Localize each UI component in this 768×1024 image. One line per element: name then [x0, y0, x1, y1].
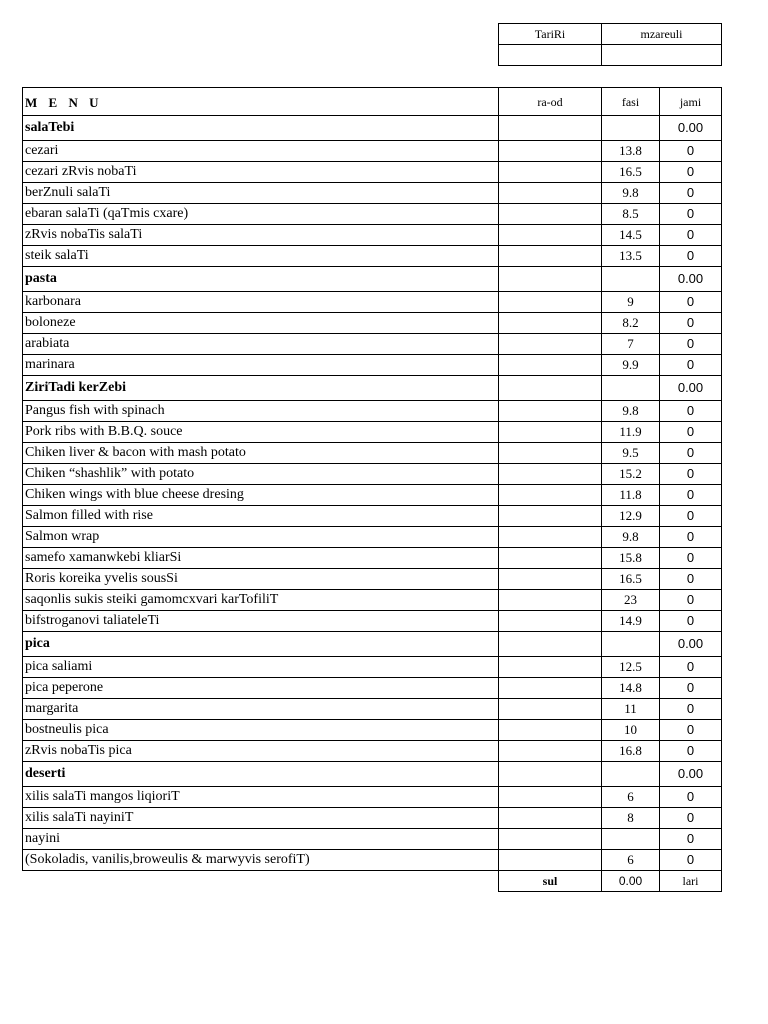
item-price: 6 [602, 850, 660, 871]
item-total: 0 [660, 657, 722, 678]
item-total: 0 [660, 313, 722, 334]
item-total: 0 [660, 464, 722, 485]
item-total: 0 [660, 225, 722, 246]
section-qty-cell [499, 267, 602, 292]
item-total: 0 [660, 204, 722, 225]
menu-item-row [23, 183, 722, 204]
menu-item-row [23, 355, 722, 376]
item-price: 9.8 [602, 401, 660, 422]
item-quantity-field[interactable] [499, 443, 602, 464]
item-quantity-field[interactable] [499, 485, 602, 506]
qty-column-header: ra-od [499, 88, 602, 116]
item-name: berZnuli salaTi [23, 183, 499, 204]
section-price-cell [602, 632, 660, 657]
menu-item-row [23, 292, 722, 313]
section-price-cell [602, 762, 660, 787]
section-row [23, 632, 722, 657]
item-price: 8.2 [602, 313, 660, 334]
item-price: 16.5 [602, 162, 660, 183]
item-price: 8 [602, 808, 660, 829]
item-name: arabiata [23, 334, 499, 355]
item-quantity-field[interactable] [499, 334, 602, 355]
grand-total-row [23, 871, 722, 892]
item-quantity-field[interactable] [499, 204, 602, 225]
item-quantity-field[interactable] [499, 808, 602, 829]
menu-item-row [23, 485, 722, 506]
item-name: Chiken liver & bacon with mash potato [23, 443, 499, 464]
item-total: 0 [660, 246, 722, 267]
section-title: pica [23, 632, 499, 657]
item-name: Chiken “shashlik” with potato [23, 464, 499, 485]
item-price [602, 829, 660, 850]
item-quantity-field[interactable] [499, 313, 602, 334]
item-name: Roris koreika yvelis sousSi [23, 569, 499, 590]
menu-item-row [23, 611, 722, 632]
item-name: xilis salaTi nayiniT [23, 808, 499, 829]
menu-item-row [23, 657, 722, 678]
grand-total-label: sul [499, 871, 602, 892]
item-price: 7 [602, 334, 660, 355]
item-total: 0 [660, 422, 722, 443]
menu-item-row [23, 808, 722, 829]
item-quantity-field[interactable] [499, 464, 602, 485]
item-total: 0 [660, 485, 722, 506]
item-price: 13.5 [602, 246, 660, 267]
item-price: 14.9 [602, 611, 660, 632]
item-name: pica saliami [23, 657, 499, 678]
item-quantity-field[interactable] [499, 401, 602, 422]
item-total: 0 [660, 292, 722, 313]
menu-item-row [23, 141, 722, 162]
item-total: 0 [660, 787, 722, 808]
section-qty-cell [499, 376, 602, 401]
item-quantity-field[interactable] [499, 850, 602, 871]
menu-item-row [23, 590, 722, 611]
item-quantity-field[interactable] [499, 292, 602, 313]
menu-item-row [23, 246, 722, 267]
item-total: 0 [660, 401, 722, 422]
section-row [23, 267, 722, 292]
item-total: 0 [660, 162, 722, 183]
item-total: 0 [660, 611, 722, 632]
section-price-cell [602, 116, 660, 141]
item-name: Chiken wings with blue cheese dresing [23, 485, 499, 506]
item-price: 9.8 [602, 527, 660, 548]
item-quantity-field[interactable] [499, 829, 602, 850]
item-total: 0 [660, 829, 722, 850]
section-qty-cell [499, 632, 602, 657]
section-total: 0.00 [660, 267, 722, 292]
item-quantity-field[interactable] [499, 678, 602, 699]
item-total: 0 [660, 741, 722, 762]
item-name: xilis salaTi mangos liqioriT [23, 787, 499, 808]
menu-item-row [23, 741, 722, 762]
menu-item-row [23, 699, 722, 720]
item-total: 0 [660, 699, 722, 720]
menu-item-row [23, 313, 722, 334]
section-total: 0.00 [660, 116, 722, 141]
item-total: 0 [660, 678, 722, 699]
menu-item-row [23, 401, 722, 422]
menu-item-row [23, 548, 722, 569]
item-price: 8.5 [602, 204, 660, 225]
item-total: 0 [660, 506, 722, 527]
item-quantity-field[interactable] [499, 611, 602, 632]
total-column-header: jami [660, 88, 722, 116]
item-price: 12.5 [602, 657, 660, 678]
item-price: 9.8 [602, 183, 660, 204]
item-name: Pangus fish with spinach [23, 401, 499, 422]
item-price: 16.8 [602, 741, 660, 762]
item-quantity-field[interactable] [499, 569, 602, 590]
date-field[interactable] [499, 45, 602, 66]
item-price: 15.8 [602, 548, 660, 569]
section-total: 0.00 [660, 376, 722, 401]
item-quantity-field[interactable] [499, 590, 602, 611]
menu-item-row [23, 678, 722, 699]
section-row [23, 376, 722, 401]
currency-label: lari [660, 871, 722, 892]
item-price: 9.9 [602, 355, 660, 376]
menu-title: M E N U [23, 88, 499, 116]
section-row [23, 116, 722, 141]
item-name: margarita [23, 699, 499, 720]
item-name: boloneze [23, 313, 499, 334]
item-total: 0 [660, 720, 722, 741]
item-total: 0 [660, 808, 722, 829]
section-total: 0.00 [660, 632, 722, 657]
section-title: pasta [23, 267, 499, 292]
item-name: bifstroganovi taliateleTi [23, 611, 499, 632]
menu-item-row [23, 787, 722, 808]
item-price: 23 [602, 590, 660, 611]
item-name: steik salaTi [23, 246, 499, 267]
chef-field[interactable] [602, 45, 722, 66]
section-price-cell [602, 267, 660, 292]
item-quantity-field[interactable] [499, 355, 602, 376]
item-quantity-field[interactable] [499, 225, 602, 246]
item-quantity-field[interactable] [499, 422, 602, 443]
item-quantity-field[interactable] [499, 720, 602, 741]
menu-item-row [23, 422, 722, 443]
item-name: (Sokoladis, vanilis,broweulis & marwyvis serofiT) [23, 850, 499, 871]
item-price: 12.9 [602, 506, 660, 527]
item-quantity-field[interactable] [499, 787, 602, 808]
item-total: 0 [660, 548, 722, 569]
item-price: 14.8 [602, 678, 660, 699]
date-label: TariRi [499, 24, 602, 45]
item-name: nayini [23, 829, 499, 850]
section-total: 0.00 [660, 762, 722, 787]
item-quantity-field[interactable] [499, 506, 602, 527]
price-column-header: fasi [602, 88, 660, 116]
section-title: salaTebi [23, 116, 499, 141]
item-name: Salmon filled with rise [23, 506, 499, 527]
item-total: 0 [660, 334, 722, 355]
item-price: 13.8 [602, 141, 660, 162]
grand-total-value: 0.00 [602, 871, 660, 892]
item-name: Salmon wrap [23, 527, 499, 548]
menu-item-row [23, 162, 722, 183]
item-quantity-field[interactable] [499, 141, 602, 162]
section-title: ZiriTadi kerZebi [23, 376, 499, 401]
item-name: bostneulis pica [23, 720, 499, 741]
item-name: cezari [23, 141, 499, 162]
item-quantity-field[interactable] [499, 246, 602, 267]
item-price: 11.9 [602, 422, 660, 443]
section-price-cell [602, 376, 660, 401]
item-total: 0 [660, 355, 722, 376]
item-price: 10 [602, 720, 660, 741]
item-price: 11.8 [602, 485, 660, 506]
item-quantity-field[interactable] [499, 162, 602, 183]
item-total: 0 [660, 850, 722, 871]
item-price: 11 [602, 699, 660, 720]
item-total: 0 [660, 569, 722, 590]
menu-header-row [23, 88, 722, 116]
item-name: karbonara [23, 292, 499, 313]
item-total: 0 [660, 141, 722, 162]
section-qty-cell [499, 762, 602, 787]
item-name: Pork ribs with B.B.Q. souce [23, 422, 499, 443]
section-row [23, 762, 722, 787]
item-name: samefo xamanwkebi kliarSi [23, 548, 499, 569]
item-quantity-field[interactable] [499, 741, 602, 762]
item-quantity-field[interactable] [499, 527, 602, 548]
menu-item-row [23, 569, 722, 590]
menu-item-row [23, 443, 722, 464]
menu-item-row [23, 204, 722, 225]
item-price: 9 [602, 292, 660, 313]
item-quantity-field[interactable] [499, 183, 602, 204]
chef-label: mzareuli [602, 24, 722, 45]
menu-item-row [23, 225, 722, 246]
item-name: pica peperone [23, 678, 499, 699]
menu-item-row [23, 506, 722, 527]
item-quantity-field[interactable] [499, 548, 602, 569]
item-price: 14.5 [602, 225, 660, 246]
menu-table [22, 87, 722, 892]
section-qty-cell [499, 116, 602, 141]
item-name: marinara [23, 355, 499, 376]
item-price: 16.5 [602, 569, 660, 590]
item-total: 0 [660, 443, 722, 464]
section-title: deserti [23, 762, 499, 787]
menu-item-row [23, 850, 722, 871]
menu-item-row [23, 829, 722, 850]
item-total: 0 [660, 183, 722, 204]
item-name: cezari zRvis nobaTi [23, 162, 499, 183]
item-total: 0 [660, 590, 722, 611]
item-name: zRvis nobaTis salaTi [23, 225, 499, 246]
menu-item-row [23, 464, 722, 485]
menu-item-row [23, 334, 722, 355]
item-quantity-field[interactable] [499, 699, 602, 720]
item-name: ebaran salaTi (qaTmis cxare) [23, 204, 499, 225]
date-chef-box [498, 23, 722, 66]
item-total: 0 [660, 527, 722, 548]
item-price: 15.2 [602, 464, 660, 485]
item-name: saqonlis sukis steiki gamomcxvari karTofiliT [23, 590, 499, 611]
menu-item-row [23, 527, 722, 548]
item-quantity-field[interactable] [499, 657, 602, 678]
item-price: 9.5 [602, 443, 660, 464]
menu-item-row [23, 720, 722, 741]
item-price: 6 [602, 787, 660, 808]
item-name: zRvis nobaTis pica [23, 741, 499, 762]
footer-spacer [23, 871, 499, 892]
